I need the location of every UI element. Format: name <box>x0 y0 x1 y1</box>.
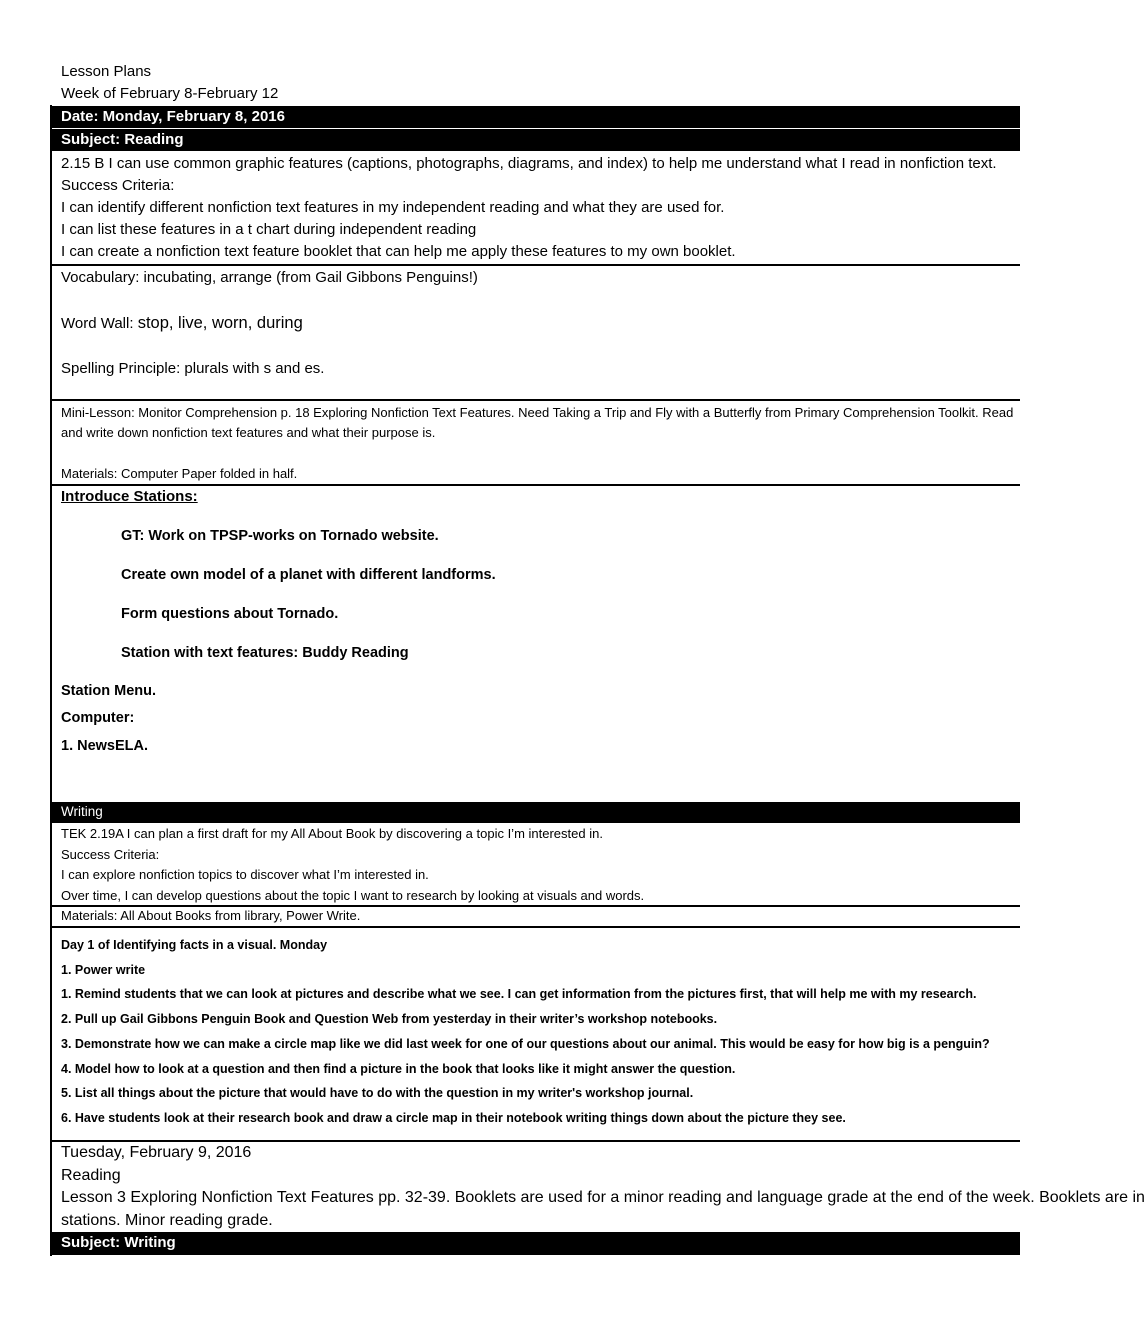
writing-objective-line: Over time, I can develop questions about the topic I want to research by looking at visuals and words. <box>61 887 645 903</box>
objective-line: I can identify different nonfiction text features in my independent reading and what they are used for. <box>61 199 725 216</box>
word-wall <box>61 312 303 335</box>
word-wall-label: Word Wall: <box>61 315 138 332</box>
document-title: Lesson Plans <box>61 63 152 80</box>
tuesday-lesson-line: stations. Minor reading grade. <box>61 1211 273 1229</box>
writing-step: 3. Demonstrate how we can make a circle map like we did last week for one of our questions about our animal. This would be easy for how big is a penguin? <box>61 1036 990 1051</box>
objective-line: Success Criteria: <box>61 177 175 194</box>
station-item: Form questions about Tornado. <box>121 606 339 622</box>
tuesday-subject-bar: Subject: Writing <box>51 1232 1020 1255</box>
writing-step: 5. List all things about the picture that would have to do with the question in my writer's workshop journal. <box>61 1086 694 1101</box>
writing-bar: Writing <box>51 802 1020 823</box>
writing-objective-line: Success Criteria: <box>61 846 160 862</box>
row-divider <box>50 264 1020 266</box>
writing-materials: Materials: All About Books from library, Power Write. <box>61 908 361 923</box>
vocabulary: Vocabulary: incubating, arrange (from Gail Gibbons Penguins!) <box>61 269 478 286</box>
materials: Materials: Computer Paper folded in half. <box>61 466 298 481</box>
week-label: Week of February 8-February 12 <box>61 85 279 102</box>
tuesday-subject: Reading <box>61 1167 121 1184</box>
writing-objective-line: I can explore nonfiction topics to discover what I’m interested in. <box>61 867 429 882</box>
station-menu: Station Menu. <box>61 683 157 699</box>
stations-heading: Introduce Stations: <box>61 488 198 505</box>
writing-step: 4. Model how to look at a question and then find a picture in the book that looks like it might answer the question. <box>61 1061 736 1076</box>
tuesday-date: Tuesday, February 9, 2016 <box>61 1144 252 1161</box>
table-left-border <box>50 105 52 1256</box>
date-bar: Date: Monday, February 8, 2016 <box>51 106 1020 128</box>
writing-steps <box>61 933 1020 1131</box>
word-wall-words: stop, live, worn, during <box>137 314 303 332</box>
objective-line: I can list these features in a t chart during independent reading <box>61 221 477 238</box>
writing-step: Day 1 of Identifying facts in a visual. Monday <box>61 938 328 952</box>
writing-step: 6. Have students look at their research book and draw a circle map in their notebook writing things down about the picture they see. <box>61 1110 846 1125</box>
spelling-principle: Spelling Principle: plurals with s and es. <box>61 360 325 377</box>
mini-lesson-line: Mini-Lesson: Monitor Comprehension p. 18 Exploring Nonfiction Text Features. Need Taking a Trip and Fly with a Butterfly from Primary Comprehension Toolkit. Read <box>61 405 1014 420</box>
station-item: Create own model of a planet with different landforms. <box>121 567 496 583</box>
station-item: GT: Work on TPSP-works on Tornado website. <box>121 528 439 544</box>
writing-step: 1. Remind students that we can look at pictures and describe what we see. I can get information from the pictures first, that will help me with my research. <box>61 987 977 1002</box>
writing-objective-line: TEK 2.19A I can plan a first draft for my All About Book by discovering a topic I’m interested in. <box>61 826 603 841</box>
station-item: Station with text features: Buddy Reading <box>121 645 409 661</box>
row-divider <box>50 399 1020 401</box>
objective-line: 2.15 B I can use common graphic features (captions, photographs, diagrams, and index) to help me understand what I read in nonfiction text. <box>61 155 997 172</box>
objective-line: I can create a nonfiction text feature booklet that can help me apply these features to my own booklet. <box>61 243 736 260</box>
computer-label: Computer: <box>61 710 135 726</box>
writing-objective <box>61 824 1020 906</box>
tuesday-lesson <box>61 1187 1145 1232</box>
mini-lesson <box>61 403 1020 443</box>
subject-bar: Subject: Reading <box>51 129 1020 151</box>
row-divider <box>50 926 1020 928</box>
mini-lesson-line: and write down nonfiction text features and what their purpose is. <box>61 425 436 440</box>
computer-item: 1. NewsELA. <box>61 738 149 754</box>
writing-step: 1. Power write <box>61 962 146 977</box>
writing-step: 2. Pull up Gail Gibbons Penguin Book and Question Web from yesterday in their writer’s workshop notebooks. <box>61 1012 718 1027</box>
tuesday-lesson-line: Lesson 3 Exploring Nonfiction Text Features pp. 32-39. Booklets are used for a minor reading and language grade at the end of the week. Booklets are in <box>61 1189 1145 1206</box>
reading-objective <box>61 153 1020 263</box>
